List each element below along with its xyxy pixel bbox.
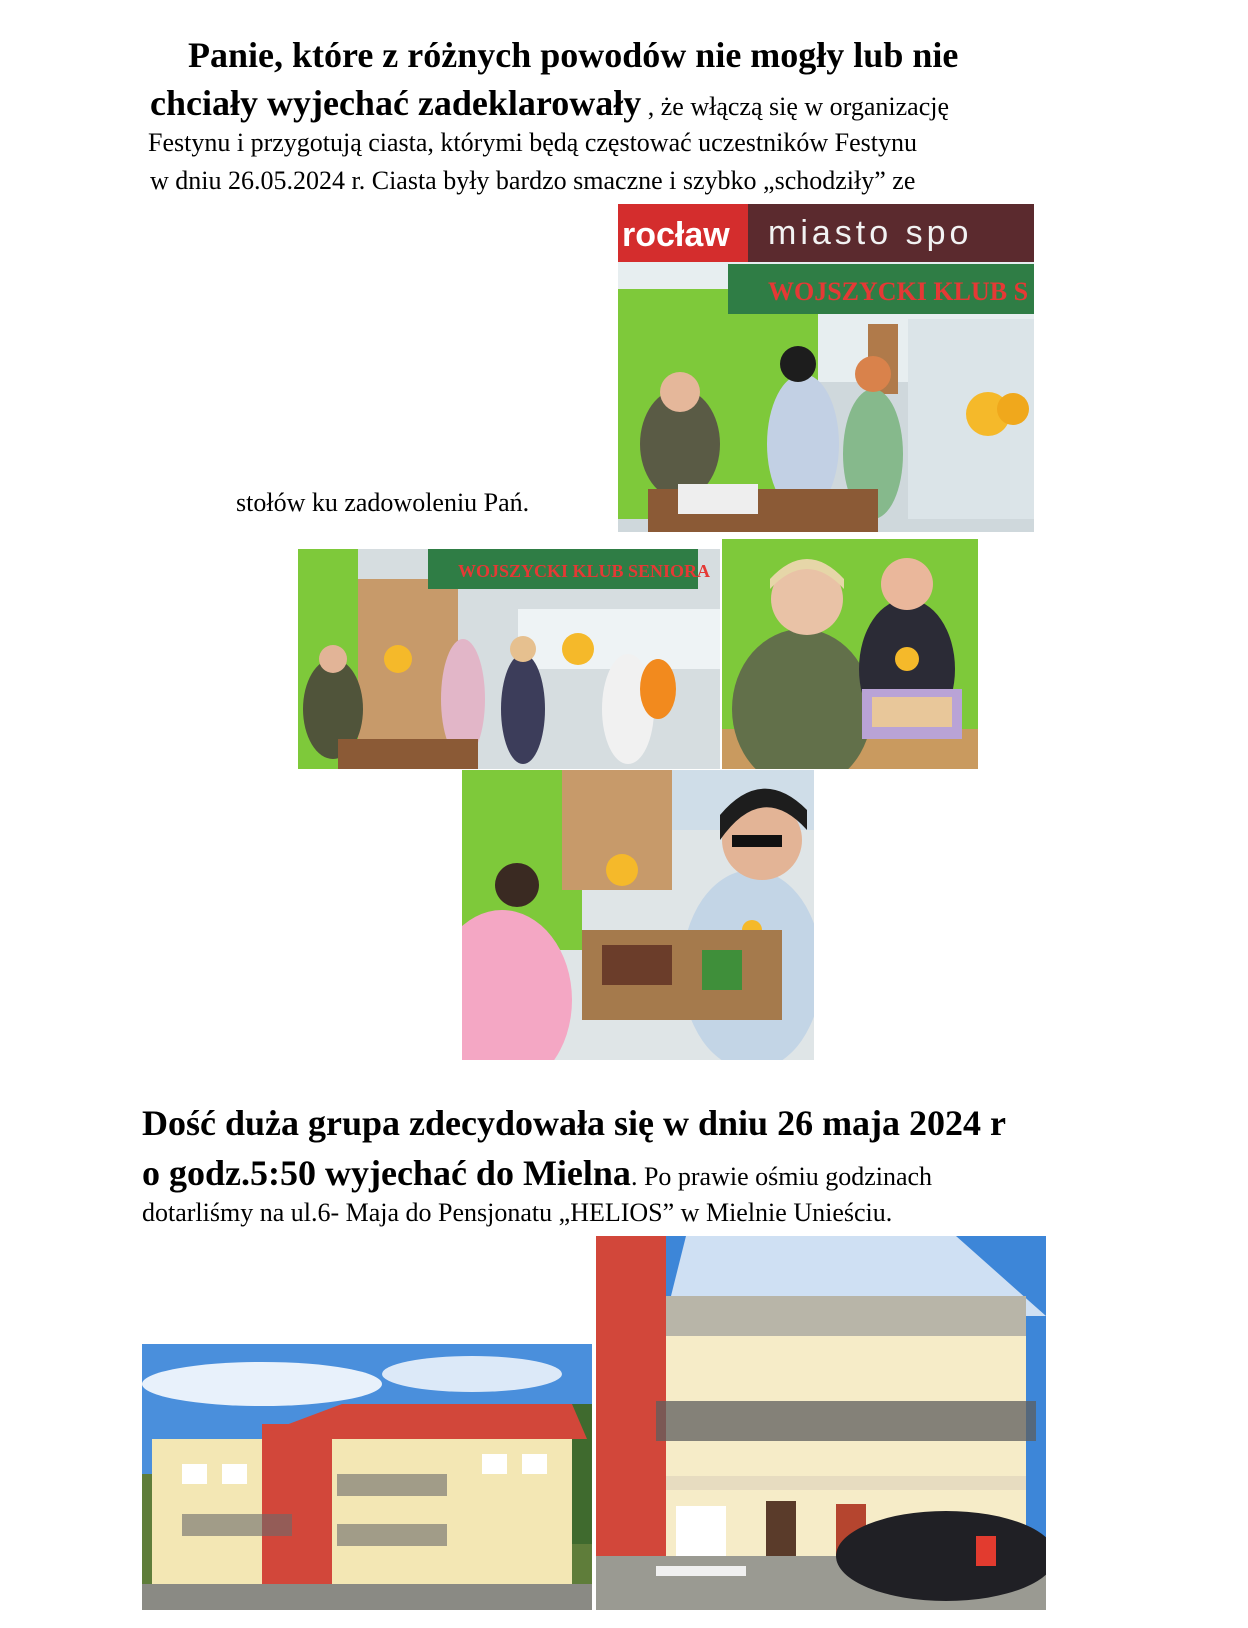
club-sign-text-2: WOJSZYCKI KLUB SENIORA bbox=[458, 561, 711, 581]
festival-photo-cake-serving bbox=[462, 770, 814, 1060]
paragraph-line-3: Festynu i przygotują ciasta, którymi będą częstować uczestników Festynu bbox=[148, 128, 917, 157]
club-sign-text: WOJSZYCKI KLUB S bbox=[768, 277, 1029, 306]
heading-line-1: Panie, które z różnych powodów nie mogły lub nie bbox=[188, 35, 959, 75]
paragraph-line-2 bbox=[150, 82, 949, 124]
festival-photo-tent bbox=[618, 204, 1034, 532]
paragraph-line-2-rest: , że włączą się w organizację bbox=[641, 92, 949, 121]
heading-line-2-bold: chciały wyjechać zadeklarowały bbox=[150, 83, 642, 123]
pension-photo-exterior bbox=[142, 1344, 592, 1610]
paragraph-line-4: w dniu 26.05.2024 r. Ciasta były bardzo smaczne i szybko „schodziły” ze bbox=[150, 166, 916, 195]
banner-right-text: miasto spo bbox=[768, 214, 973, 252]
heading2-line-2-bold: o godz.5:50 wyjechać do Mielna bbox=[142, 1153, 631, 1193]
paragraph2-line-3: dotarliśmy na ul.6- Maja do Pensjonatu „HELIOS” w Mielnie Unieściu. bbox=[142, 1198, 893, 1227]
banner-left-text: rocław bbox=[622, 216, 730, 254]
festival-photo-stand bbox=[298, 549, 720, 769]
paragraph-line-5: stołów ku zadowoleniu Pań. bbox=[236, 488, 530, 517]
heading2-line-1: Dość duża grupa zdecydowała się w dniu 26 maja 2024 r bbox=[142, 1103, 1007, 1143]
pension-photo-front bbox=[596, 1236, 1046, 1610]
paragraph2-line-2-rest: . Po prawie ośmiu godzinach bbox=[630, 1162, 933, 1191]
paragraph2-line-2 bbox=[142, 1152, 932, 1194]
festival-photo-closeup bbox=[722, 539, 978, 769]
